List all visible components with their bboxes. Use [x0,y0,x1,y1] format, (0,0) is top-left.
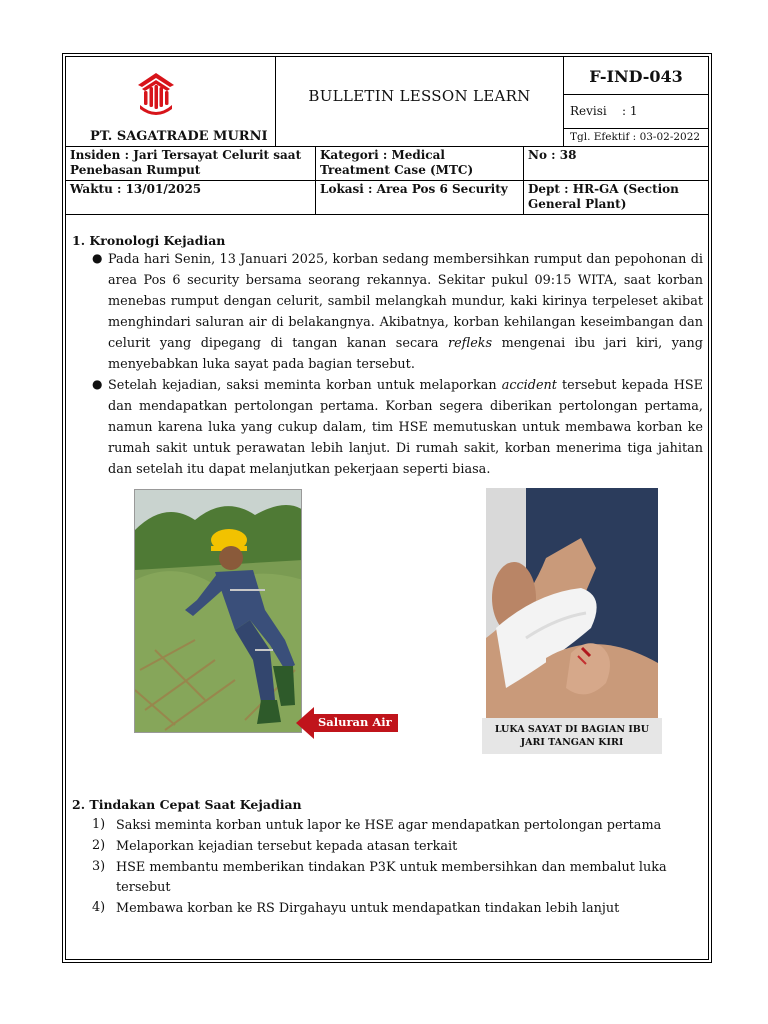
worker-photo-image [135,490,302,733]
time-field: Waktu : 13/01/2025 [66,181,316,215]
section-heading-chronology: 1. Kronologi Kejadian [72,233,226,248]
effective-date: Tgl. Efektif : 03-02-2022 [570,131,701,143]
incident-info [66,147,708,215]
document-frame [62,53,712,963]
bullet-icon: ● [92,377,103,391]
text-span: Pada hari Senin, 13 Januari 2025, korban sedang membersihkan rumput dan pepohonan di area Pos 6 security bersama seorang rekannya. Sekitar pukul 09:15 WITA, saat korban menebas rumput dengan celurit, sambil melangkah mundur, kaki kirinya terpeleset akibat menghindari saluran air di belakangnya. Akibatnya, korban kehilangan keseimbangan dan celurit yang dipegang di tangan kanan secara [108,252,703,351]
action-item-2: Melaporkan kejadian tersebut kepada atasan terkait [116,839,458,854]
revision-cell [564,95,708,129]
department-field: Dept : HR-GA (Section General Plant) [528,182,679,211]
text-span: Setelah kejadian, saksi meminta korban untuk melaporkan [108,378,502,393]
logo-cell [66,57,276,147]
location-field: Lokasi : Area Pos 6 Security [316,181,524,215]
list-number: 1) [92,817,106,832]
wound-photo-caption: LUKA SAYAT DI BAGIAN IBU JARI TANGAN KIRI [482,718,662,754]
incident-field: Insiden : Jari Tersayat Celurit saat Penebasan Rumput [66,147,316,181]
form-code: F-IND-043 [589,67,683,86]
bullet-icon: ● [92,251,103,265]
company-logo-icon [132,71,180,117]
list-number: 3) [92,859,106,874]
chronology-paragraph-2 [108,375,703,480]
effective-date-cell [564,129,708,147]
list-number: 2) [92,838,106,853]
section-heading-quick-action: 2. Tindakan Cepat Saat Kejadian [72,797,302,812]
category-field: Kategori : Medical Treatment Case (MTC) [316,147,524,181]
number-field: No : 38 [524,147,708,181]
list-number: 4) [92,900,106,915]
title-cell [276,57,564,147]
action-item-3: HSE membantu memberikan tindakan P3K untuk membersihkan dan membalut luka tersebut [116,860,667,895]
worker-photo [134,489,302,733]
text-span: mengenai ibu jari kiri, yang menyebabkan luka sayat pada bagian tersebut. [108,336,703,372]
emphasis-text: accident [501,378,557,393]
company-name: PT. SAGATRADE MURNI [90,129,268,144]
wound-photo [486,488,658,718]
bulletin-title: BULLETIN LESSON LEARN [308,87,531,105]
revision: Revisi : 1 [570,104,638,118]
emphasis-text: refleks [447,336,493,351]
water-channel-label: Saluran Air [312,714,398,732]
form-code-cell [564,57,708,95]
chronology-paragraph-1 [108,249,703,375]
text-span: tersebut kepada HSE dan mendapatkan pertolongan pertama. Korban segera diberikan pertolongan pertama, namun karena luka yang cukup dalam, tim HSE memutuskan untuk membawa korban ke rumah sakit untuk perawatan lebih lanjut. Di rumah sakit, korban menerima tiga jahitan dan setelah itu dapat melanjutkan pekerjaan seperti biasa. [108,378,704,477]
action-item-1: Saksi meminta korban untuk lapor ke HSE agar mendapatkan pertolongan pertama [116,818,662,833]
action-item-4: Membawa korban ke RS Dirgahayu untuk mendapatkan tindakan lebih lanjut [116,901,620,916]
wound-photo-image [486,488,658,718]
document-header [66,57,708,147]
